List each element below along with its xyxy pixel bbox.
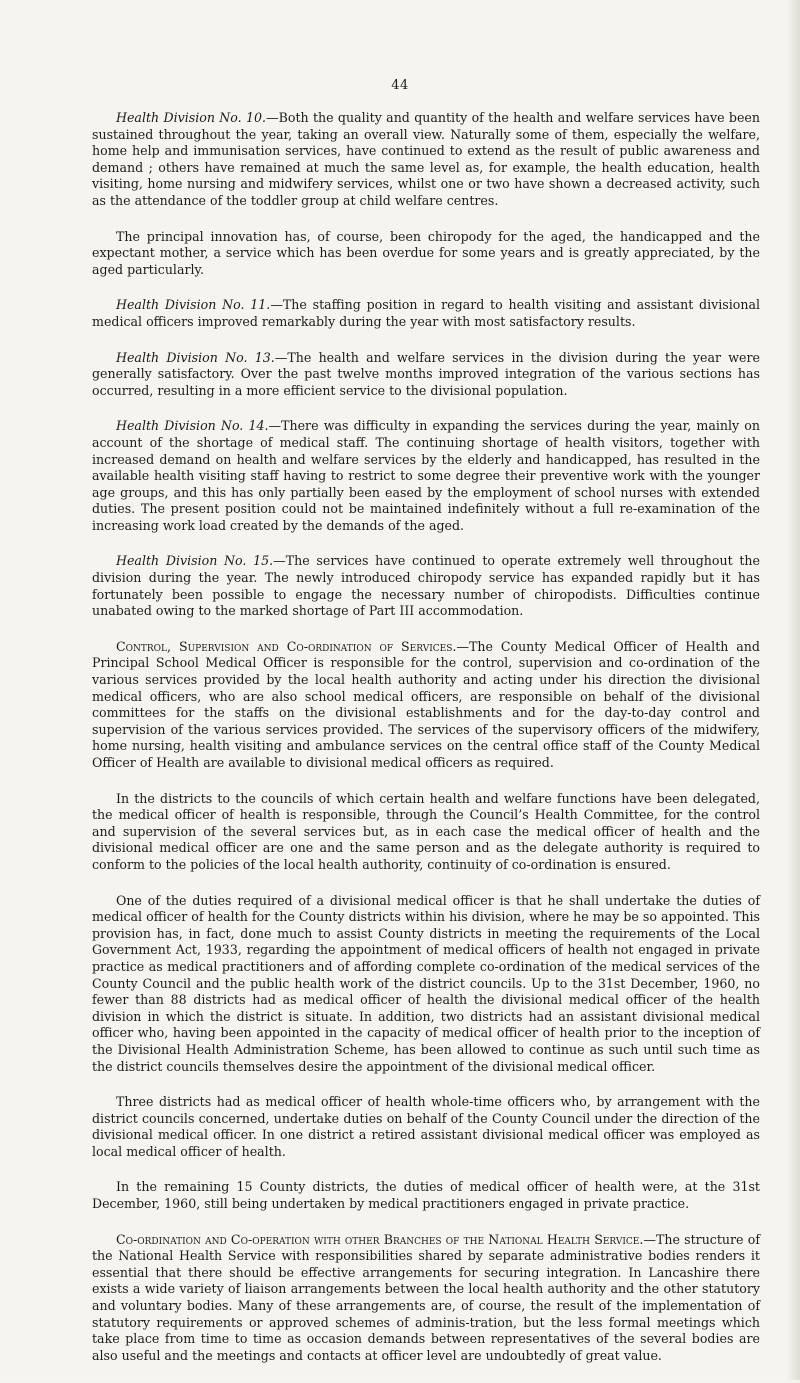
- paragraph: [92, 110, 760, 210]
- paragraph: [92, 553, 760, 619]
- paragraph: [92, 791, 760, 874]
- paragraph-text: —The services have continued to operate extremely well throughout the division during the year. The newly introduced chiropody service has expanded rapidly but it has fortunately been possible to engage the necessary number of chiropodists. Difficulties continue unabated owing to the marked shortage of Part III accommodation.: [92, 553, 760, 619]
- paragraph-heading: Co-ordination and Co-operation with other Branches of the National Health Service.: [116, 1231, 644, 1247]
- paragraph-heading: Health Division No. 15.: [116, 553, 274, 569]
- paragraph-text: —There was difficulty in expanding the services during the year, mainly on account of the shortage of medical staff. The continuing shortage of health visitors, together with increased demand on health and welfare services by the elderly and handicapped, has resulted in the available health visiting staff having to restrict to some degree their preventive work with the younger age groups, and this has only partially been eased by the employment of school nurses with extended duties. The present position could not be maintained indefinitely without a full re-examination of the increasing work load created by the demands of the aged.: [92, 418, 760, 533]
- paragraph-text: —The health and welfare services in the division during the year were generally satisfactory. Over the past twelve months improved integration of the various sections has occurred, resulting in a more efficient service to the divisional population.: [92, 349, 760, 398]
- paragraph: [92, 1094, 760, 1160]
- paragraph-text: In the districts to the councils of which certain health and welfare functions have been delegated, the medical officer of health is responsible, through the Council’s Health Committee, for the control and supervision of the several services but, as in each case the medical officer of health and the divisional medical officer are one and the same person and as the delegate authority is required to conform to the policies of the local health authority, continuity of co-ordination is ensured.: [92, 790, 760, 872]
- document-body: [92, 110, 760, 1383]
- paragraph-text: —Both the quality and quantity of the health and welfare services have been sustained throughout the year, taking an overall view. Naturally some of them, especially the welfare, home help and immunisation services, have continued to extend as the result of public awareness and demand ; others have remained at much the same level as, for example, the health education, health visiting, home nursing and midwifery services, whilst one or two have shown a decreased activity, such as the attendance of the toddler group at child welfare centres.: [92, 110, 760, 208]
- paragraph: [92, 418, 760, 534]
- paragraph: [92, 639, 760, 772]
- paragraph-text: Three districts had as medical officer of health whole-time officers who, by arrangement with the district councils concerned, undertake duties on behalf of the County Council under the direction of the divisional medical officer. In one district a retired assistant divisional medical officer was employed as local medical officer of health.: [92, 1094, 760, 1159]
- paragraph-text: —The County Medical Officer of Health and Principal School Medical Officer is responsible for the control, supervision and co-ordination of the various services provided by the local health authority and acting under his direction the divisional medical officers, who are also school medical officers, are responsible on behalf of the divisional committees for the staffs on the divisional establishments and for the day-to-day control and supervision of the various services provided. The services of the supervisory officers of the midwifery, home nursing, health visiting and ambulance services on the central office staff of the County Medical Officer of Health are available to divisional medical officers as required.: [92, 638, 760, 770]
- paragraph: [92, 229, 760, 279]
- paragraph-text: In the remaining 15 County districts, the duties of medical officer of health were, at the 31st December, 1960, still being undertaken by medical practitioners engaged in private practice.: [92, 1179, 760, 1212]
- paragraph: [92, 1179, 760, 1212]
- paragraph: [92, 297, 760, 330]
- paragraph: [92, 893, 760, 1076]
- paragraph-heading: Health Division No. 13.: [116, 349, 275, 365]
- page-number: 44: [391, 78, 409, 93]
- page-edge-shadow: [786, 0, 800, 1380]
- paragraph-text: The principal innovation has, of course, been chiropody for the aged, the handicapped and the expectant mother, a service which has been overdue for some years and is greatly appreciated, by the aged particularly.: [92, 228, 760, 277]
- paragraph-heading: Health Division No. 11.: [116, 297, 271, 313]
- paragraph-text: One of the duties required of a divisional medical officer is that he shall undertake the duties of medical officer of health for the County districts within his division, where he may be so appointed. This provision has, in fact, done much to assist County districts in meeting the requirements of the Local Government Act, 1933, regarding the appointment of medical officers of health not engaged in private practice as medical practitioners and of affording complete co-ordination of the medical services of the County Council and the public health work of the district councils. Up to the 31st December, 1960, no fewer than 88 districts had as medical officer of health the divisional medical officer of the health division in which the district is situate. In addition, two districts had an assistant divisional medical officer who, having been appointed in the capacity of medical officer of health prior to the inception of the Divisional Health Administration Scheme, has been allowed to continue as such until such time as the district councils themselves desire the appointment of the divisional medical officer.: [92, 892, 760, 1074]
- paragraph-heading: Health Division No. 14.: [116, 418, 269, 434]
- paragraph: [92, 1232, 760, 1365]
- paragraph-heading: Health Division No. 10.: [116, 110, 267, 125]
- paragraph-text: —The structure of the National Health Service with responsibilities shared by separate administrative bodies renders it essential that there should be effective arrangements for securing integration. In Lancashire there exists a wide variety of liaison arrangements between the local health authority and the other statutory and voluntary bodies. Many of these arrangements are, of course, the result of the implementation of statutory requirements or approved schemes of adminis-tration, but the less formal meetings which take place from time to time as occasion demands between representatives of the several bodies are also useful and the meetings and contacts at officer level are undoubtedly of great value.: [92, 1231, 760, 1363]
- paragraph-text: —The staffing position in regard to health visiting and assistant divisional medical officers improved remarkably during the year with most satisfactory results.: [92, 297, 760, 329]
- paragraph-heading: Control, Supervision and Co-ordination of Services.: [116, 638, 457, 654]
- paragraph: [92, 350, 760, 400]
